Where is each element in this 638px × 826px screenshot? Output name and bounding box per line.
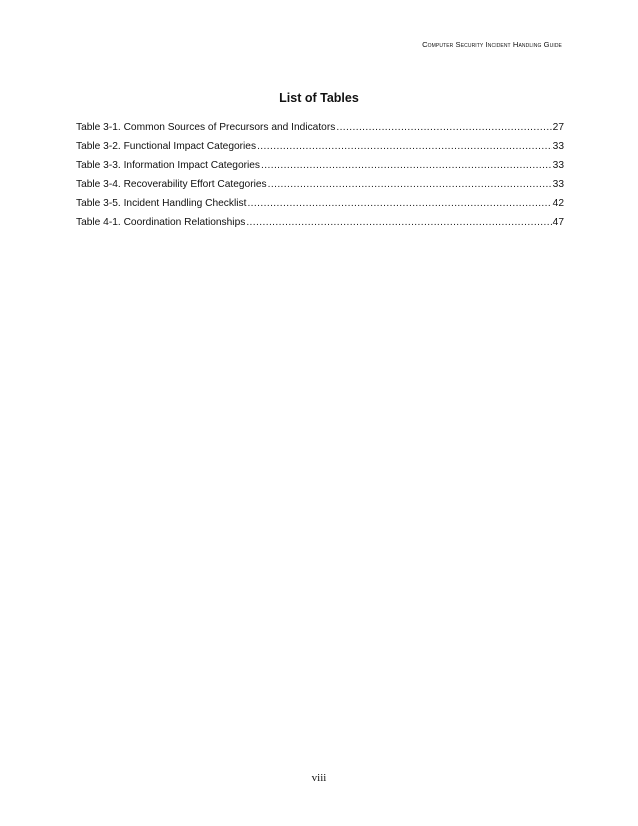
toc-entry[interactable] [76, 137, 564, 156]
page-title: List of Tables [279, 91, 359, 105]
running-header: Computer Security Incident Handling Guide [422, 40, 562, 49]
dot-leader [246, 213, 551, 232]
page-number: viii [311, 772, 327, 784]
dot-leader [336, 118, 551, 137]
toc-entry-label: Table 3-4. Recoverability Effort Categories [76, 179, 267, 190]
dot-leader [261, 156, 552, 175]
toc-entry-page: 33 [552, 179, 564, 190]
toc-entry-label: Table 4-1. Coordination Relationships [76, 217, 246, 228]
dot-leader [268, 175, 552, 194]
toc-entry[interactable] [76, 213, 564, 232]
toc-entry[interactable] [76, 156, 564, 175]
toc-entry-page: 27 [552, 122, 564, 133]
toc-entry-page: 47 [552, 217, 564, 228]
toc-entry-page: 33 [552, 160, 564, 171]
table-of-contents [76, 118, 564, 232]
toc-entry-page: 42 [552, 198, 564, 209]
toc-entry-label: Table 3-1. Common Sources of Precursors and Indicators [76, 122, 336, 133]
toc-entry-label: Table 3-3. Information Impact Categories [76, 160, 261, 171]
dot-leader [257, 137, 552, 156]
toc-entry[interactable] [76, 175, 564, 194]
toc-entry-label: Table 3-2. Functional Impact Categories [76, 141, 257, 152]
toc-entry[interactable] [76, 194, 564, 213]
toc-entry-page: 33 [552, 141, 564, 152]
toc-entry-label: Table 3-5. Incident Handling Checklist [76, 198, 247, 209]
toc-entry[interactable] [76, 118, 564, 137]
dot-leader [247, 194, 551, 213]
